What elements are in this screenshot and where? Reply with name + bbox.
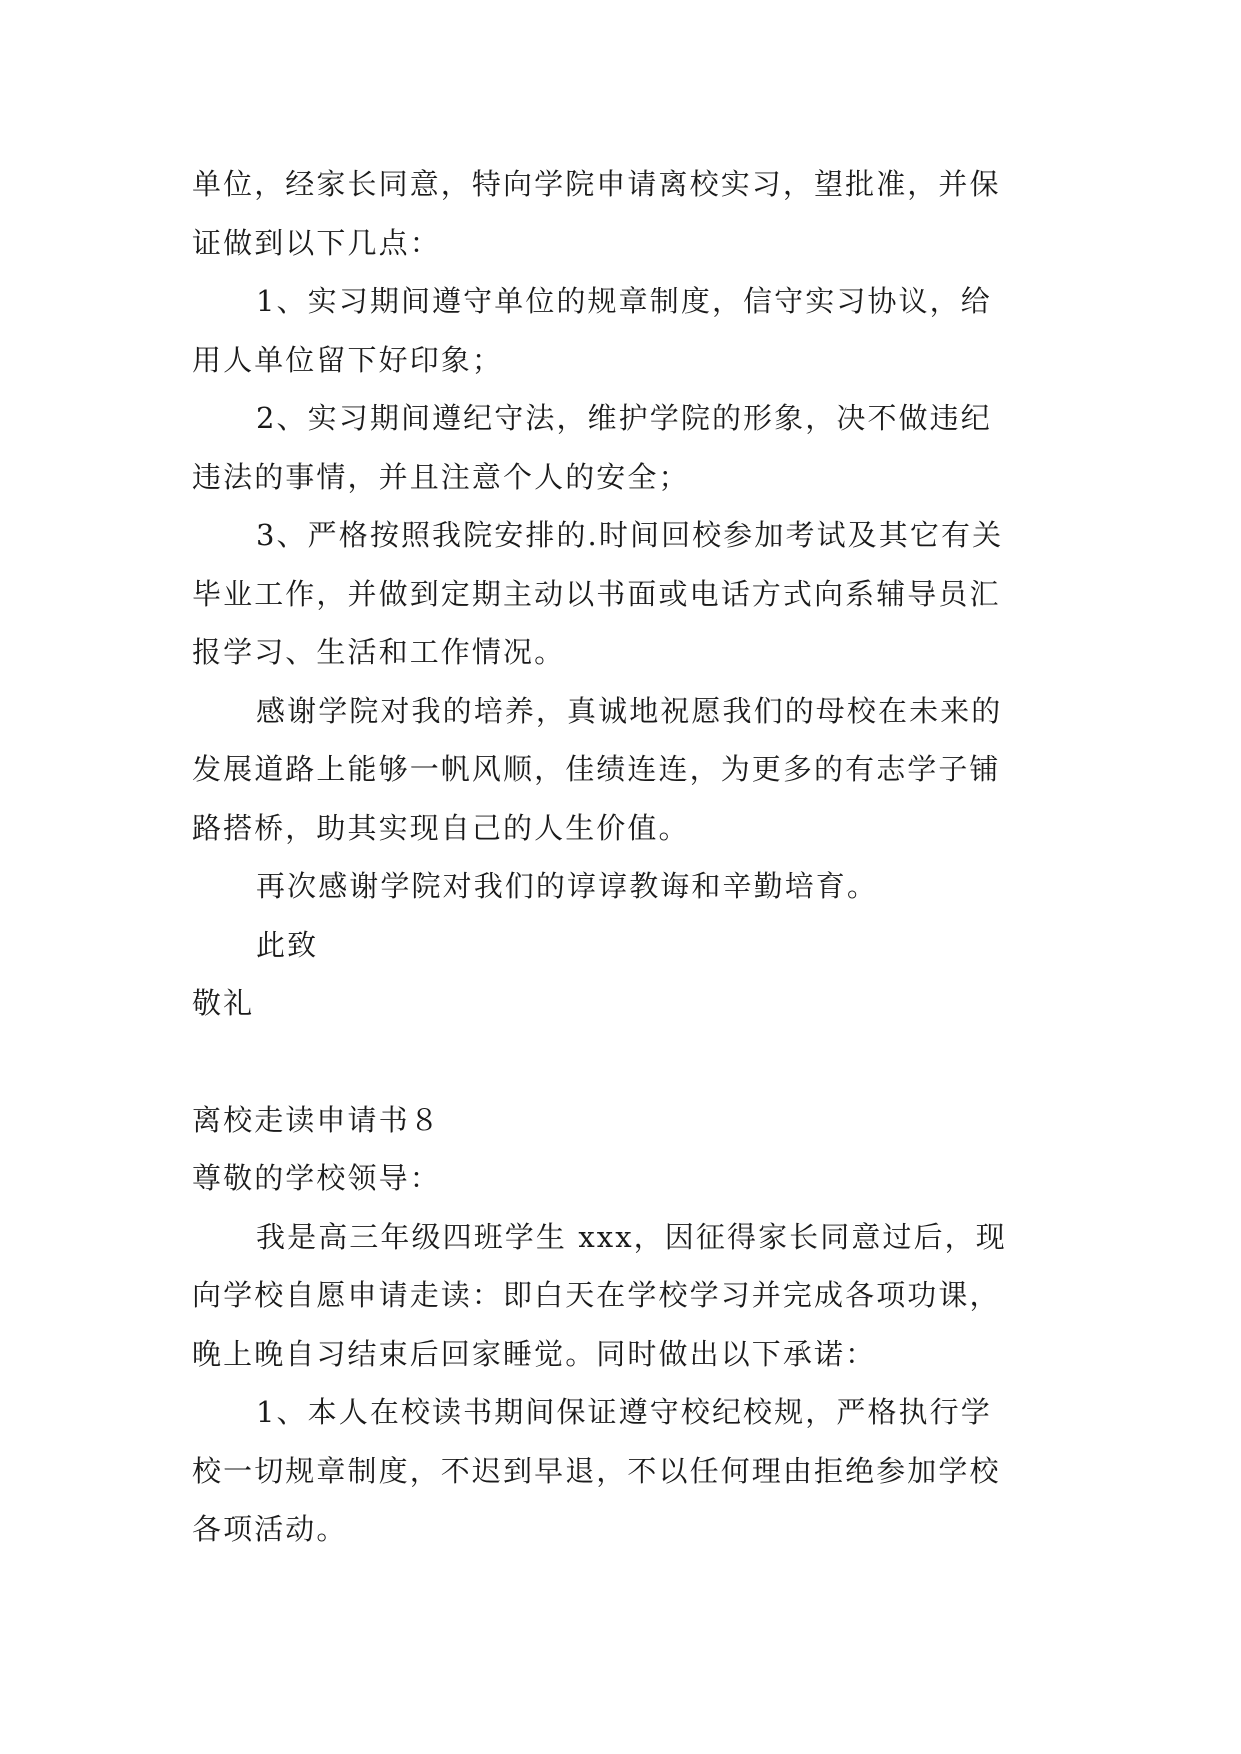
- text-line: 路搭桥，助其实现自己的人生价值。: [192, 810, 690, 845]
- text-line: 单位，经家长同意，特向学院申请离校实习，望批准，并保: [192, 167, 1001, 201]
- section-gap: [192, 1033, 1054, 1091]
- text-line: 1、本人在校读书期间保证遵守校纪校规，严格执行学: [256, 1395, 992, 1429]
- text-line: 毕业工作，并做到定期主动以书面或电话方式向系辅导员汇: [192, 576, 1001, 611]
- text-line: 我是高三年级四班学生 xxx，因征得家长同意过后，现: [256, 1219, 1007, 1254]
- text-line: 再次感谢学院对我们的谆谆教诲和辛勤培育。: [256, 869, 879, 903]
- text-line: 向学校自愿申请走读：即白天在学校学习并完成各项功课，: [192, 1278, 1001, 1312]
- text-line: 证做到以下几点：: [192, 225, 441, 260]
- text-line: 3、严格按照我院安排的.时间回校参加考试及其它有关: [256, 518, 1004, 552]
- text-line: 2、实习期间遵纪守法，维护学院的形象，决不做违纪: [256, 401, 992, 435]
- text-line: 晚上晚自习结束后回家睡觉。同时做出以下承诺：: [192, 1336, 877, 1371]
- text-line: 发展道路上能够一帆风顺，佳绩连连，为更多的有志学子铺: [192, 752, 1001, 786]
- document-body: [192, 155, 1054, 1559]
- text-line: 感谢学院对我的培养，真诚地祝愿我们的母校在未来的: [256, 693, 1003, 728]
- section-title: 离校走读申请书８: [192, 1102, 441, 1137]
- text-line: 校一切规章制度，不迟到早退，不以任何理由拒绝参加学校: [192, 1453, 1001, 1488]
- text-line: 违法的事情，并且注意个人的安全；: [192, 459, 690, 494]
- text-line: 用人单位留下好印象；: [192, 342, 504, 377]
- closing-regards: 敬礼: [192, 986, 255, 1020]
- closing-salutation: 此致: [256, 927, 319, 962]
- text-line: 各项活动。: [192, 1512, 348, 1546]
- greeting: 尊敬的学校领导：: [192, 1161, 441, 1195]
- text-line: 1、实习期间遵守单位的规章制度，信守实习协议，给: [256, 284, 992, 318]
- text-line: 报学习、生活和工作情况。: [192, 635, 566, 669]
